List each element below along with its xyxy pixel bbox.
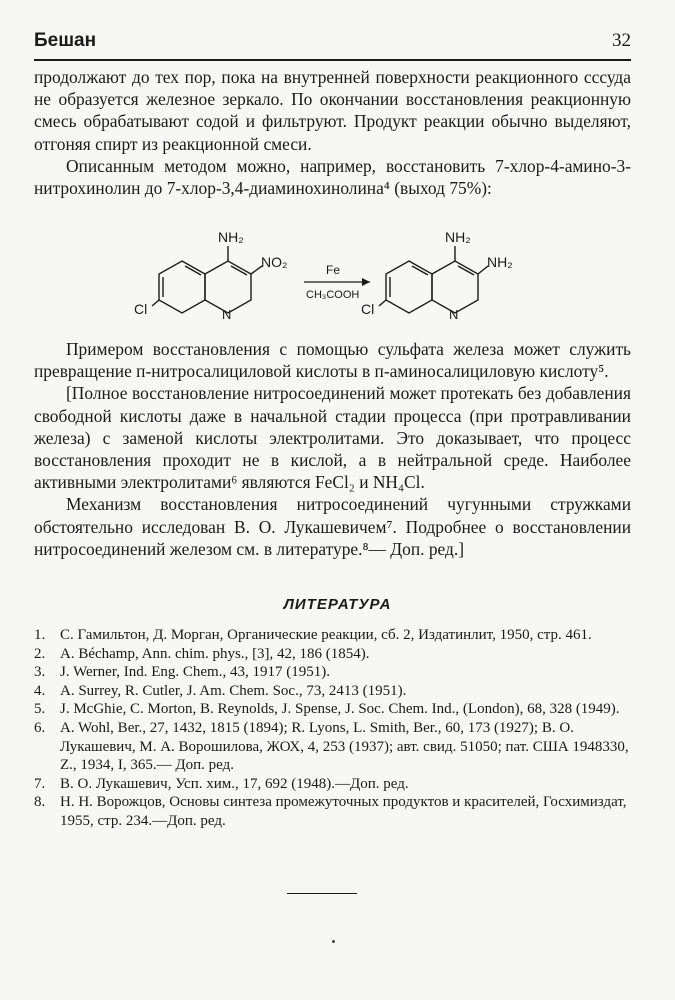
reference-text: A. Surrey, R. Cutler, J. Am. Chem. Soc., 73, 2413 (1951). [60, 682, 407, 699]
reference-text: Н. Н. Ворожцов, Основы синтеза промежуточных продуктов и красителей, Госхимиздат, 1955, стр. 234.—Доп. ред. [60, 794, 627, 829]
reference-text: J. Werner, Ind. Eng. Chem., 43, 1917 (1951). [60, 664, 330, 681]
reagent-acetic-acid: CH₃COOH [306, 289, 360, 301]
reference-text: С. Гамильтон, Д. Морган, Органические реакции, сб. 2, Издатинлит, 1950, стр. 461. [60, 627, 592, 643]
reference-number: 8. [34, 794, 46, 811]
reference-item [34, 793, 632, 830]
paragraph-iron-sulfate: Примером восстановления с помощью сульфата железа может служить превращение п-нитросалициловой кислоты в п-аминосалициловую кислоту⁵. [34, 339, 631, 382]
header-rule [34, 59, 631, 61]
paragraph-mechanism: Механизм восстановления нитросоединений чугунными стружками обстоятельно исследован В. О. Лукашевичем⁷. Подробнее о восстановлении нитросоединений железом см. в литературе.⁸— Доп. ред.] [34, 494, 631, 559]
reactant-ring-n: N [222, 307, 232, 322]
reference-number: 1. [34, 627, 46, 643]
reference-number: 7. [34, 775, 46, 792]
product-top-group: NH₂ [445, 229, 471, 245]
reference-number: 6. [34, 719, 46, 736]
reagent-fe: Fe [326, 263, 341, 277]
text-block-bottom [34, 338, 631, 560]
paragraph-editor-note: [Полное восстановление нитросоединений может протекать без добавления свободной кислоты даже в начальной стадии процесса (при протравливании железа) с заменой кислоты электролитами. Это доказывает, что процесс восстановления проходит не в кислой, а в нейтральной среде. Наиболее активными электролитами⁶ являются FeCl₂ и NH₄Cl. [34, 383, 631, 493]
reactant-halogen: Cl [134, 301, 148, 317]
reference-number: 2. [34, 645, 46, 662]
reactant-structure [152, 246, 262, 313]
reference-number: 5. [34, 701, 46, 718]
print-speck [332, 940, 335, 943]
reactant-side-group: NO₂ [261, 254, 288, 270]
reaction-scheme [130, 222, 550, 332]
reference-list [34, 626, 632, 831]
reference-item [34, 682, 632, 701]
reference-text: В. О. Лукашевич, Усп. хим., 17, 692 (1948).—Доп. ред. [60, 775, 409, 792]
product-halogen: Cl [361, 301, 375, 317]
reference-text: A. Béchamp, Ann. chim. phys., [3], 42, 186 (1854). [60, 645, 370, 662]
reference-item [34, 663, 632, 682]
reference-item [34, 700, 632, 719]
reference-item [34, 626, 632, 645]
literature-heading: ЛИТЕРАТУРА [283, 596, 392, 613]
product-structure [379, 246, 488, 313]
paragraph-example-reduction: Описанным методом можно, например, восстановить 7-хлор-4-амино-3-нитрохинолин до 7-хлор-3,4-диаминохинолина⁴ (выход 75%): [34, 155, 631, 199]
reference-text: A. Wohl, Ber., 27, 1432, 1815 (1894); R. Lyons, L. Smith, Ber., 60, 173 (1927); В. О. Лукашевич, М. А. Ворошилова, ЖОХ, 4, 253 (1937); авт. свид. 51050; пат. США 1948330, Z., 1934, I, 365.— Доп. ред. [60, 719, 629, 774]
product-ring-n: N [449, 307, 459, 322]
reference-number: 4. [34, 682, 46, 699]
text-block-top [34, 66, 631, 199]
reference-text: J. McGhie, C. Morton, B. Reynolds, J. Spense, J. Soc. Chem. Ind., (London), 68, 328 (1949). [60, 701, 620, 718]
reference-number: 3. [34, 664, 46, 681]
reference-item [34, 775, 632, 794]
paragraph-continuation: продолжают до тех пор, пока на внутренней поверхности реакционного сссуда не образуется железное зеркало. По окончании восстановления реакционную смесь обрабатывают содой и фильтруют. Продукт реакции обычно выделяют, отгоняя спирт из реакционной смеси. [34, 67, 631, 154]
arrow-head [362, 278, 370, 286]
page-number: 32 [612, 30, 631, 51]
reference-item [34, 719, 632, 775]
running-head-author: Бешан [34, 30, 97, 51]
reactant-top-group: NH₂ [218, 229, 244, 245]
product-side-group: NH₂ [487, 254, 513, 270]
reference-item [34, 645, 632, 664]
end-rule [287, 893, 357, 894]
